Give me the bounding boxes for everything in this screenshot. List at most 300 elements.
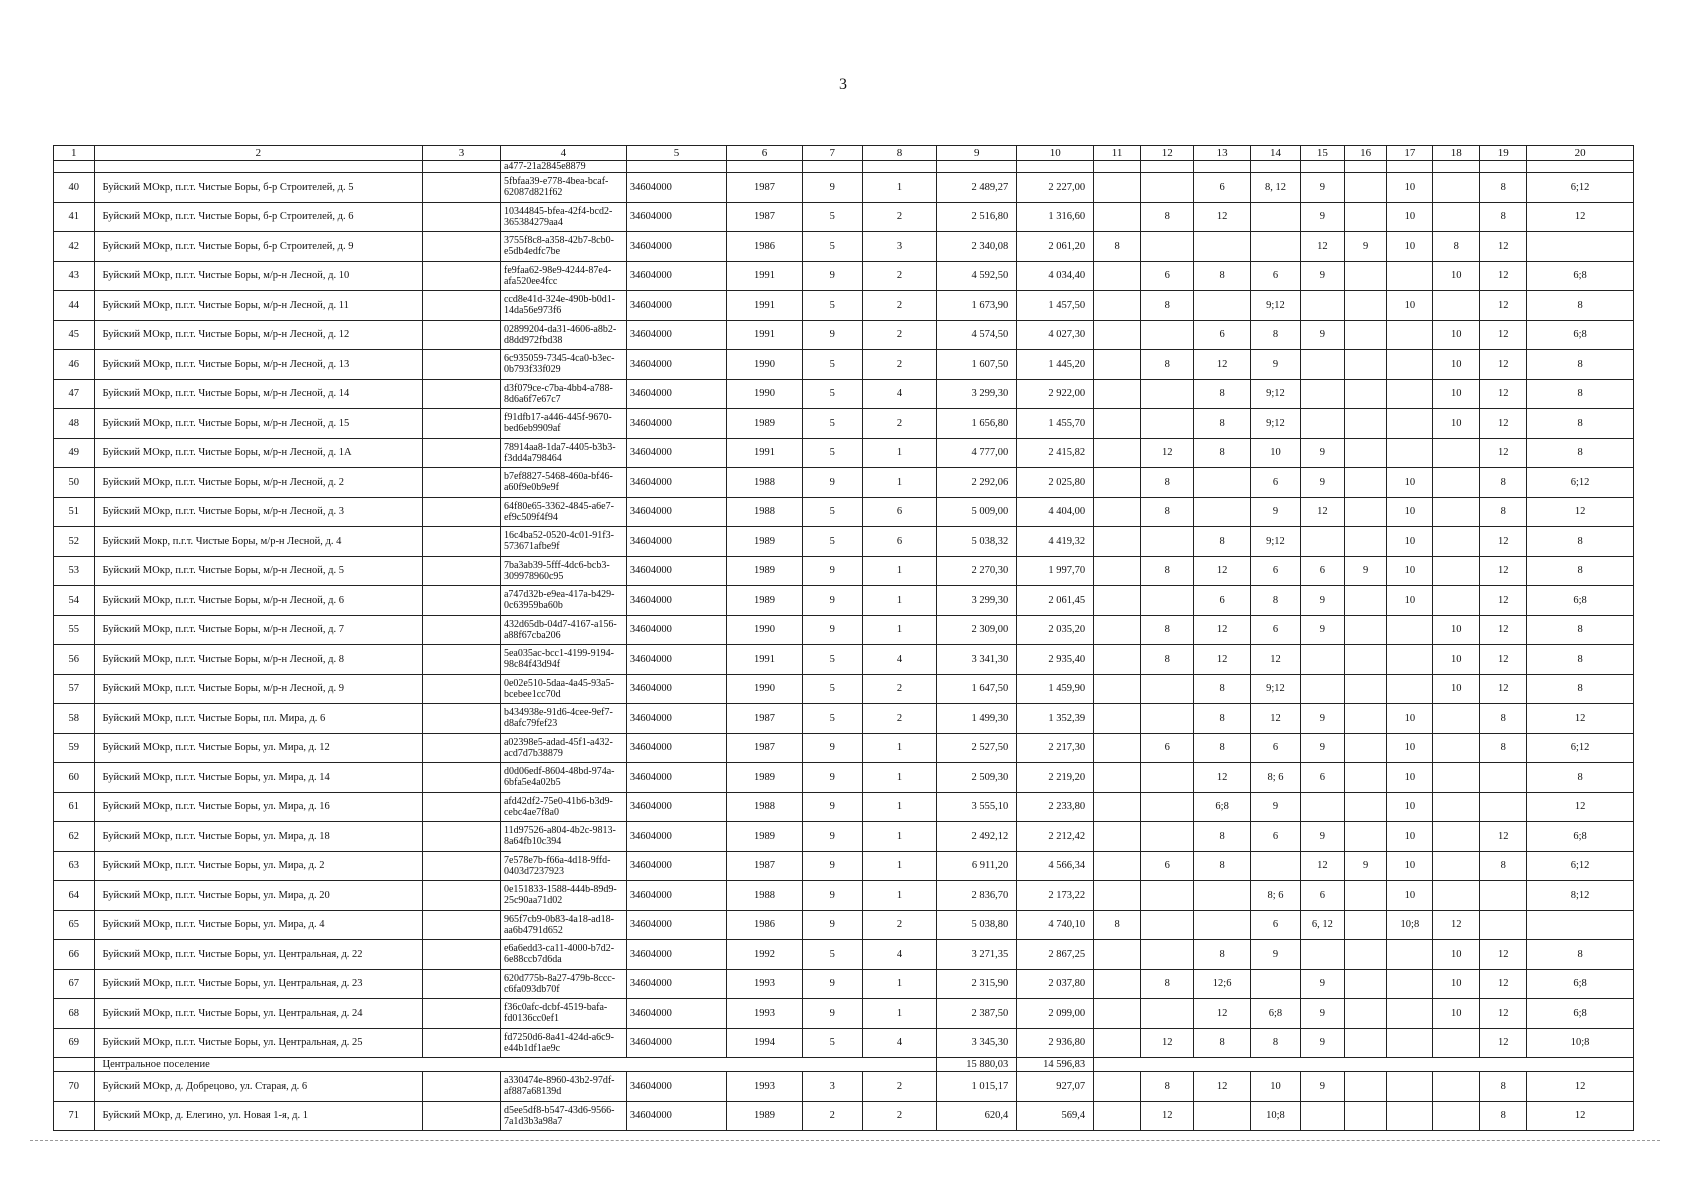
cell	[1344, 261, 1387, 291]
cell: 5	[802, 527, 862, 557]
cell	[1141, 999, 1194, 1029]
cell: 1	[862, 969, 937, 999]
column-header-2: 2	[94, 146, 423, 161]
address-cell: Буйский Мокр, п.г.т. Чистые Боры, м/р-н Лесной, д. 4	[94, 527, 423, 557]
cell: 9	[802, 910, 862, 940]
column-header-7: 7	[802, 146, 862, 161]
cell: 10;8	[1387, 910, 1433, 940]
cell: 8	[1094, 910, 1141, 940]
cell: 2 836,70	[937, 881, 1017, 911]
cell: 34604000	[626, 674, 726, 704]
cell	[1527, 910, 1634, 940]
cell: 4 027,30	[1017, 320, 1094, 350]
cell: 2 340,08	[937, 232, 1017, 262]
column-header-8: 8	[862, 146, 937, 161]
cell: 2 173,22	[1017, 881, 1094, 911]
cell	[423, 645, 501, 675]
cell: 1990	[727, 350, 803, 380]
cell	[1387, 999, 1433, 1029]
cell	[1344, 733, 1387, 763]
cell: 9;12	[1250, 409, 1300, 439]
cell: 1 445,20	[1017, 350, 1094, 380]
cell: 10	[1387, 733, 1433, 763]
cell: 9	[802, 969, 862, 999]
address-cell: Буйский МОкр, п.г.т. Чистые Боры, б-р Строителей, д. 6	[94, 202, 423, 232]
column-header-12: 12	[1141, 146, 1194, 161]
cell: 8	[1194, 379, 1251, 409]
cell: 10	[1433, 615, 1480, 645]
cell: 8	[1141, 350, 1194, 380]
cell: 8	[1250, 320, 1300, 350]
column-header-20: 20	[1527, 146, 1634, 161]
table-row	[54, 409, 1634, 439]
cell: 59	[54, 733, 95, 763]
cell: 1989	[727, 1101, 803, 1131]
cell	[1094, 822, 1141, 852]
cell	[1433, 527, 1480, 557]
address-cell: Буйский МОкр, п.г.т. Чистые Боры, ул. Центральная, д. 25	[94, 1028, 423, 1058]
cell	[1094, 881, 1141, 911]
uid-cell: a330474e-8960-43b2-97df-af887a68139d	[500, 1072, 626, 1102]
cell: 10	[1387, 851, 1433, 881]
address-cell: Буйский МОкр, п.г.т. Чистые Боры, м/р-н Лесной, д. 15	[94, 409, 423, 439]
cell: 4	[862, 645, 937, 675]
cell: 8	[1141, 1072, 1194, 1102]
cell: 12	[1250, 704, 1300, 734]
cell: 8	[1527, 438, 1634, 468]
cell: 6	[1141, 261, 1194, 291]
uid-cell: 5fbfaa39-e778-4bea-bcaf-62087d821f62	[500, 173, 626, 203]
uid-cell: 432d65db-04d7-4167-a156-a88f67cba206	[500, 615, 626, 645]
column-header-1: 1	[54, 146, 95, 161]
cell: 34604000	[626, 261, 726, 291]
cell: 8	[1480, 468, 1527, 498]
cell: 8	[1141, 497, 1194, 527]
cell	[1141, 379, 1194, 409]
cell	[1094, 792, 1141, 822]
cell: 6	[1194, 320, 1251, 350]
cell: 34604000	[626, 940, 726, 970]
cell: 12	[1480, 969, 1527, 999]
column-number-header	[54, 146, 1634, 161]
column-header-9: 9	[937, 146, 1017, 161]
cell	[1387, 409, 1433, 439]
cell: 8	[1250, 1028, 1300, 1058]
cell: 1988	[727, 792, 803, 822]
table-row	[54, 910, 1634, 940]
address-cell: Буйский МОкр, п.г.т. Чистые Боры, м/р-н Лесной, д. 12	[94, 320, 423, 350]
cell: 9	[1301, 1028, 1345, 1058]
cell	[1480, 161, 1527, 173]
cell: 4 574,50	[937, 320, 1017, 350]
cell: 10	[1387, 792, 1433, 822]
cell: 2 099,00	[1017, 999, 1094, 1029]
table-row	[54, 733, 1634, 763]
cell	[1094, 161, 1141, 173]
cell: 2	[862, 291, 937, 321]
address-cell: Буйский МОкр, п.г.т. Чистые Боры, ул. Мира, д. 2	[94, 851, 423, 881]
column-header-18: 18	[1433, 146, 1480, 161]
cell: 2 936,80	[1017, 1028, 1094, 1058]
uid-cell: 6c935059-7345-4ca0-b3ec-0b793f33f029	[500, 350, 626, 380]
cell: 62	[54, 822, 95, 852]
address-cell: Буйский МОкр, п.г.т. Чистые Боры, м/р-н Лесной, д. 11	[94, 291, 423, 321]
cell	[1433, 468, 1480, 498]
address-cell: Буйский МОкр, п.г.т. Чистые Боры, б-р Строителей, д. 9	[94, 232, 423, 262]
cell: 51	[54, 497, 95, 527]
cell: 6	[1301, 881, 1345, 911]
cell: 2 233,80	[1017, 792, 1094, 822]
cell: 34604000	[626, 350, 726, 380]
uid-cell: 10344845-bfea-42f4-bcd2-365384279aa4	[500, 202, 626, 232]
cell	[1017, 161, 1094, 173]
cell: 60	[54, 763, 95, 793]
cell	[1301, 291, 1345, 321]
cell: 9	[1344, 556, 1387, 586]
cell: 10	[1433, 409, 1480, 439]
cell: 12	[1480, 379, 1527, 409]
cell	[423, 161, 501, 173]
cell: 1988	[727, 497, 803, 527]
cell	[1141, 320, 1194, 350]
uid-cell: 0e02e510-5daa-4a45-93a5-bcebee1cc70d	[500, 674, 626, 704]
cell	[1480, 763, 1527, 793]
cell: 43	[54, 261, 95, 291]
cell: 3 341,30	[937, 645, 1017, 675]
cell	[1094, 1101, 1141, 1131]
cell: 5	[802, 409, 862, 439]
cell: 12	[1480, 556, 1527, 586]
cell	[1141, 940, 1194, 970]
cell: 10	[1433, 969, 1480, 999]
cell: 4 404,00	[1017, 497, 1094, 527]
cell: 56	[54, 645, 95, 675]
cell: 12;6	[1194, 969, 1251, 999]
cell	[423, 556, 501, 586]
cell: 1 499,30	[937, 704, 1017, 734]
uid-cell: 64f80e65-3362-4845-a6e7-ef9c509f4f94	[500, 497, 626, 527]
cell: 10	[1433, 320, 1480, 350]
cell: 1986	[727, 910, 803, 940]
cell	[423, 792, 501, 822]
cell: 4	[862, 940, 937, 970]
cell: 65	[54, 910, 95, 940]
cell	[1527, 232, 1634, 262]
cell: 34604000	[626, 173, 726, 203]
uid-cell: a747d32b-e9ea-417a-b429-0c63959ba60b	[500, 586, 626, 616]
cell	[1094, 969, 1141, 999]
cell: 8	[1480, 202, 1527, 232]
cell: 1991	[727, 645, 803, 675]
cell	[423, 910, 501, 940]
cell: 12	[1480, 232, 1527, 262]
cell: 5	[802, 1028, 862, 1058]
cell: 34604000	[626, 320, 726, 350]
cell	[1387, 350, 1433, 380]
table-row	[54, 704, 1634, 734]
cell: 9	[802, 999, 862, 1029]
cell: 1989	[727, 822, 803, 852]
cell: 1989	[727, 409, 803, 439]
cell: 2	[862, 261, 937, 291]
cell: 12	[1480, 291, 1527, 321]
cell: 8	[1094, 232, 1141, 262]
cell	[423, 940, 501, 970]
cell: 3 271,35	[937, 940, 1017, 970]
cell: 34604000	[626, 999, 726, 1029]
cell: 1989	[727, 763, 803, 793]
cell: 8	[1527, 527, 1634, 557]
cell: 8	[1480, 1072, 1527, 1102]
cell: 40	[54, 173, 95, 203]
address-cell: Буйский МОкр, п.г.т. Чистые Боры, ул. Мира, д. 12	[94, 733, 423, 763]
cell: 2 387,50	[937, 999, 1017, 1029]
cell	[1094, 379, 1141, 409]
cell	[54, 1058, 95, 1072]
cell: 2 489,27	[937, 173, 1017, 203]
table-row	[54, 1072, 1634, 1102]
cell: 10	[1250, 1072, 1300, 1102]
cell: 4 034,40	[1017, 261, 1094, 291]
cell: 2	[862, 704, 937, 734]
cell: 6, 12	[1301, 910, 1345, 940]
cell: 12	[1194, 645, 1251, 675]
cell	[423, 261, 501, 291]
table-row	[54, 881, 1634, 911]
cell: 12	[1480, 438, 1527, 468]
cell: 5	[802, 674, 862, 704]
cell: 2 935,40	[1017, 645, 1094, 675]
uid-cell: d3f079ce-c7ba-4bb4-a788-8d6a6f7e67c7	[500, 379, 626, 409]
cell: 12	[1301, 232, 1345, 262]
cell	[1433, 497, 1480, 527]
cell: 1989	[727, 527, 803, 557]
cell: 8	[1527, 556, 1634, 586]
cell: 8	[1250, 586, 1300, 616]
cell	[1344, 586, 1387, 616]
cell	[1094, 1058, 1634, 1072]
cell: 2	[862, 910, 937, 940]
cell: 47	[54, 379, 95, 409]
cell	[1433, 173, 1480, 203]
cell	[1344, 999, 1387, 1029]
cell: 10	[1387, 497, 1433, 527]
cell: 6;8	[1527, 586, 1634, 616]
cell	[1344, 350, 1387, 380]
cell: 6	[1141, 733, 1194, 763]
cell: 8	[1480, 1101, 1527, 1131]
uid-cell: a02398e5-adad-45f1-a432-acd7d7b38879	[500, 733, 626, 763]
table-row	[54, 615, 1634, 645]
cell: 620,4	[937, 1101, 1017, 1131]
cell: 8	[1194, 822, 1251, 852]
cell: 2	[862, 674, 937, 704]
table-row	[54, 999, 1634, 1029]
table-row	[54, 822, 1634, 852]
uid-cell: 7ba3ab39-5fff-4dc6-bcb3-309978960c95	[500, 556, 626, 586]
cell: 8	[1194, 940, 1251, 970]
cell: 10;8	[1250, 1101, 1300, 1131]
cell: 44	[54, 291, 95, 321]
cell	[1344, 173, 1387, 203]
cell: 5 009,00	[937, 497, 1017, 527]
column-header-14: 14	[1250, 146, 1300, 161]
cell	[1194, 161, 1251, 173]
cell: 12	[1480, 409, 1527, 439]
cell	[1344, 1028, 1387, 1058]
cell: 9	[1250, 792, 1300, 822]
cell: 10	[1433, 350, 1480, 380]
cell: 67	[54, 969, 95, 999]
cell: 6	[1194, 586, 1251, 616]
cell: 12	[1480, 822, 1527, 852]
cell: 2 922,00	[1017, 379, 1094, 409]
cell: 2 219,20	[1017, 763, 1094, 793]
cell: 12	[1301, 851, 1345, 881]
cell: 1	[862, 763, 937, 793]
table-row	[54, 291, 1634, 321]
cell	[1094, 468, 1141, 498]
cell: 1987	[727, 851, 803, 881]
cell	[1433, 733, 1480, 763]
cell	[1301, 161, 1345, 173]
cell: 12	[1194, 615, 1251, 645]
cell: 71	[54, 1101, 95, 1131]
table-row	[54, 261, 1634, 291]
cell: 4 740,10	[1017, 910, 1094, 940]
uid-cell: 16c4ba52-0520-4c01-91f3-573671afbe9f	[500, 527, 626, 557]
column-header-11: 11	[1094, 146, 1141, 161]
column-header-3: 3	[423, 146, 501, 161]
section-living-area: 14 596,83	[1017, 1058, 1094, 1072]
cell: 569,4	[1017, 1101, 1094, 1131]
table-row	[54, 350, 1634, 380]
cell: 6	[1301, 763, 1345, 793]
cell: 10	[1387, 202, 1433, 232]
cell	[1344, 497, 1387, 527]
cell: 3 299,30	[937, 586, 1017, 616]
address-cell: Буйский МОкр, д. Добрецово, ул. Старая, д. 6	[94, 1072, 423, 1102]
section-name: Центральное поселение	[94, 1058, 937, 1072]
cell	[1344, 438, 1387, 468]
cell: 1 457,50	[1017, 291, 1094, 321]
address-cell: Буйский МОкр, п.г.т. Чистые Боры, м/р-н Лесной, д. 7	[94, 615, 423, 645]
cell: 12	[1527, 202, 1634, 232]
cell: 2 025,80	[1017, 468, 1094, 498]
cell	[1433, 586, 1480, 616]
cell: 1991	[727, 438, 803, 468]
cell	[1141, 822, 1194, 852]
cell	[1387, 161, 1433, 173]
cell: 63	[54, 851, 95, 881]
cell: 6	[862, 527, 937, 557]
uid-cell: b434938e-91d6-4cee-9ef7-d8afc79fef23	[500, 704, 626, 734]
cell: 8	[1480, 733, 1527, 763]
cell	[1250, 161, 1300, 173]
cell: 9	[1250, 940, 1300, 970]
cell: 10	[1387, 291, 1433, 321]
cell	[1094, 556, 1141, 586]
section-row	[54, 1058, 1634, 1072]
cell: 8	[1141, 615, 1194, 645]
cell: 12	[1194, 202, 1251, 232]
cell: 9	[1344, 851, 1387, 881]
cell: 1 673,90	[937, 291, 1017, 321]
cell	[1344, 409, 1387, 439]
cell: 12	[1480, 350, 1527, 380]
cell: 1 455,70	[1017, 409, 1094, 439]
cell	[1387, 615, 1433, 645]
cell	[1344, 881, 1387, 911]
cell: 9	[1301, 320, 1345, 350]
cell	[1387, 261, 1433, 291]
cell: 1	[862, 173, 937, 203]
cell	[423, 763, 501, 793]
cell: 12	[1194, 556, 1251, 586]
cell: 8	[1480, 173, 1527, 203]
address-cell: Буйский МОкр, п.г.т. Чистые Боры, м/р-н Лесной, д. 2	[94, 468, 423, 498]
cell: 10	[1387, 173, 1433, 203]
cell	[1344, 161, 1387, 173]
cell	[1433, 792, 1480, 822]
cell	[1433, 161, 1480, 173]
cell: 48	[54, 409, 95, 439]
cell: 3	[802, 1072, 862, 1102]
cell: 45	[54, 320, 95, 350]
cell	[423, 822, 501, 852]
cell: 9	[1301, 999, 1345, 1029]
address-cell: Буйский МОкр, п.г.т. Чистые Боры, ул. Мира, д. 20	[94, 881, 423, 911]
cell: 8	[1527, 379, 1634, 409]
cell: 9	[802, 586, 862, 616]
cell	[423, 969, 501, 999]
cell: 8	[1141, 202, 1194, 232]
cell	[1387, 940, 1433, 970]
table-row	[54, 527, 1634, 557]
uid-cell: f36c0afc-dcbf-4519-bafa-fd0136cc0ef1	[500, 999, 626, 1029]
column-header-6: 6	[727, 146, 803, 161]
cell: 12	[1480, 586, 1527, 616]
cell	[1344, 1072, 1387, 1102]
cell	[1141, 704, 1194, 734]
address-cell: Буйский МОкр, п.г.т. Чистые Боры, м/р-н Лесной, д. 14	[94, 379, 423, 409]
cell	[1344, 674, 1387, 704]
cell: 9	[802, 173, 862, 203]
cell: 2 061,45	[1017, 586, 1094, 616]
cell: 2 212,42	[1017, 822, 1094, 852]
cell: 1991	[727, 320, 803, 350]
cell: 9	[1301, 468, 1345, 498]
cell	[1194, 910, 1251, 940]
cell: 1 997,70	[1017, 556, 1094, 586]
cell: 34604000	[626, 468, 726, 498]
cell	[1094, 704, 1141, 734]
cell	[1194, 1101, 1251, 1131]
table-row	[54, 497, 1634, 527]
cell: 8	[1194, 704, 1251, 734]
cell: 1 015,17	[937, 1072, 1017, 1102]
cell	[1141, 763, 1194, 793]
cell	[423, 202, 501, 232]
cell	[1094, 999, 1141, 1029]
cell: 1	[862, 615, 937, 645]
cell: 8, 12	[1250, 173, 1300, 203]
cell: 2 061,20	[1017, 232, 1094, 262]
cell: 8	[1194, 851, 1251, 881]
cell: 10	[1387, 586, 1433, 616]
cell: 1993	[727, 969, 803, 999]
cell: 8	[1194, 409, 1251, 439]
